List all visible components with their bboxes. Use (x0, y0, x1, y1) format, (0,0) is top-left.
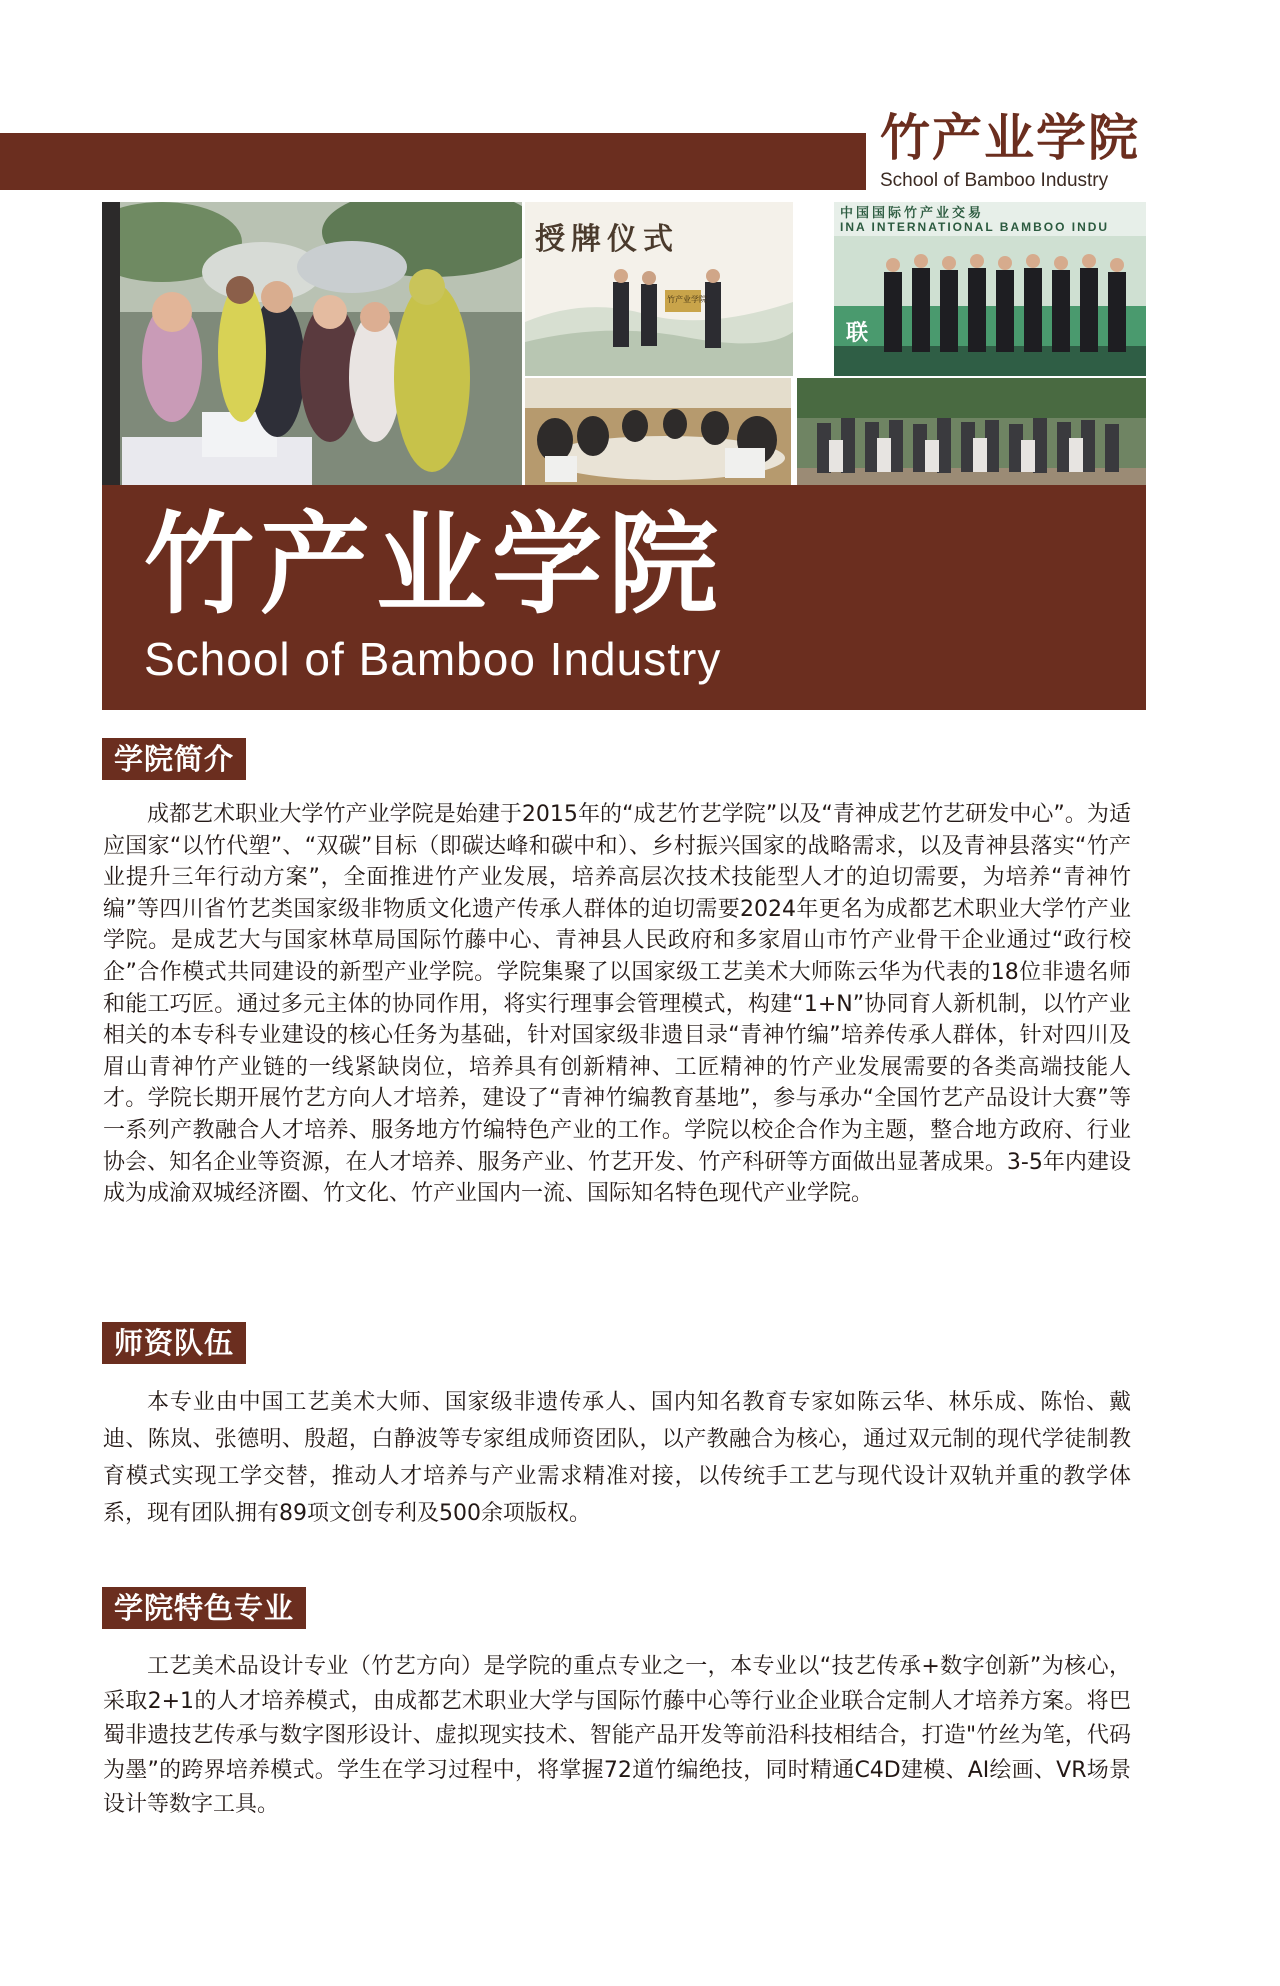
photo-group-portrait-icon (797, 378, 1146, 485)
photo-expo (834, 202, 1146, 376)
photo-conference-table-icon (525, 378, 791, 485)
header-band (0, 133, 866, 190)
intro-paragraph: 成都艺术职业大学竹产业学院是始建于2015年的“成艺竹艺学院”以及“青神成艺竹艺研发中心”。为适应国家“以竹代塑”、“双碳”目标（即碳达峰和碳中和）、乡村振兴国家的战略需求，以及青神县落实“竹产业提升三年行动方案”，全面推进竹产业发展，培养高层次技术技能型人才的迫切需要，为培养“青神竹编”等四川省竹艺类国家级非物质文化遗产传承人群体的迫切需要2024年更名为成都艺术职业大学竹产业学院。是成艺大与国家林草局国际竹藤中心、青神县人民政府和多家眉山市竹产业骨干企业通过“政行校企”合作模式共同建设的新型产业学院。学院集聚了以国家级工艺美术大师陈云华为代表的18位非遗名师和能工巧匠。通过多元主体的协同作用，将实行理事会管理模式，构建“1+N”协同育人新机制，以竹产业相关的本专科专业建设的核心任务为基础，针对国家级非遗目录“青神竹编”培养传承人群体，针对四川及眉山青神竹产业链的一线紧缺岗位，培养具有创新精神、工匠精神的竹产业发展需要的各类高端技能人才。学院长期开展竹艺方向人才培养，建设了“青神竹编教育基地”，参与承办“全国竹艺产品设计大赛”等一系列产教融合人才培养、服务地方竹编特色产业的工作。学院以校企合作为主题，整合地方政府、行业协会、知名企业等资源，在人才培养、服务产业、竹艺开发、竹产科研等方面做出显著成果。3-5年内建设成为成渝双城经济圈、竹文化、竹产业国内一流、国际知名特色现代产业学院。 (103, 802, 1131, 1207)
photo-field-visit (102, 202, 522, 485)
corner-title (880, 108, 1180, 192)
corner-title-en: School of Bamboo Industry (880, 170, 1109, 191)
faculty-paragraph: 本专业由中国工艺美术大师、国家级非遗传承人、国内知名教育专家如陈云华、林乐成、陈怡、戴迪、陈岚、张德明、殷超，白静波等专家组成师资团队，以产教融合为核心，通过双元制的现代学徒制教育模式实现工学交替，推动人才培养与产业需求精准对接，以传统手工艺与现代设计双轨并重的教学体系，现有团队拥有89项文创专利及500余项版权。 (103, 1390, 1131, 1526)
hero-banner (102, 485, 1146, 710)
expo-banner-en: INA INTERNATIONAL BAMBOO INDU (840, 220, 1110, 234)
major-paragraph: 工艺美术品设计专业（竹艺方向）是学院的重点专业之一，本专业以“技艺传承+数字创新”为核心，采取2+1的人才培养模式，由成都艺术职业大学与国际竹藤中心等行业企业联合定制人才培养方案。将巴蜀非遗技艺传承与数字图形设计、虚拟现实技术、智能产品开发等前沿科技相结合，打造"竹丝为笔，代码为墨”的跨界培养模式。学生在学习过程中，将掌握72道竹编绝技，同时精通C4D建模、AI绘画、VR场景设计等数字工具。 (103, 1654, 1131, 1817)
ceremony-plaque-text: 竹产业学院 (667, 295, 707, 304)
hero-title-en: School of Bamboo Industry (144, 633, 722, 685)
expo-slogan: 联 (846, 321, 869, 346)
photo-visit-in-rain-icon (102, 202, 522, 485)
corner-title-cn: 竹产业学院 (880, 109, 1140, 167)
photo-group (797, 378, 1146, 485)
section-heading-intro: 学院简介 (102, 738, 246, 780)
section-heading-major: 学院特色专业 (102, 1587, 306, 1629)
expo-banner-cn: 中国国际竹产业交易 (840, 206, 985, 221)
ceremony-caption: 授牌仪式 (535, 222, 679, 257)
section-heading-faculty: 师资队伍 (102, 1322, 246, 1364)
hero-title-cn: 竹产业学院 (144, 501, 724, 629)
photo-ceremony (525, 202, 793, 376)
photo-meeting (525, 378, 791, 485)
